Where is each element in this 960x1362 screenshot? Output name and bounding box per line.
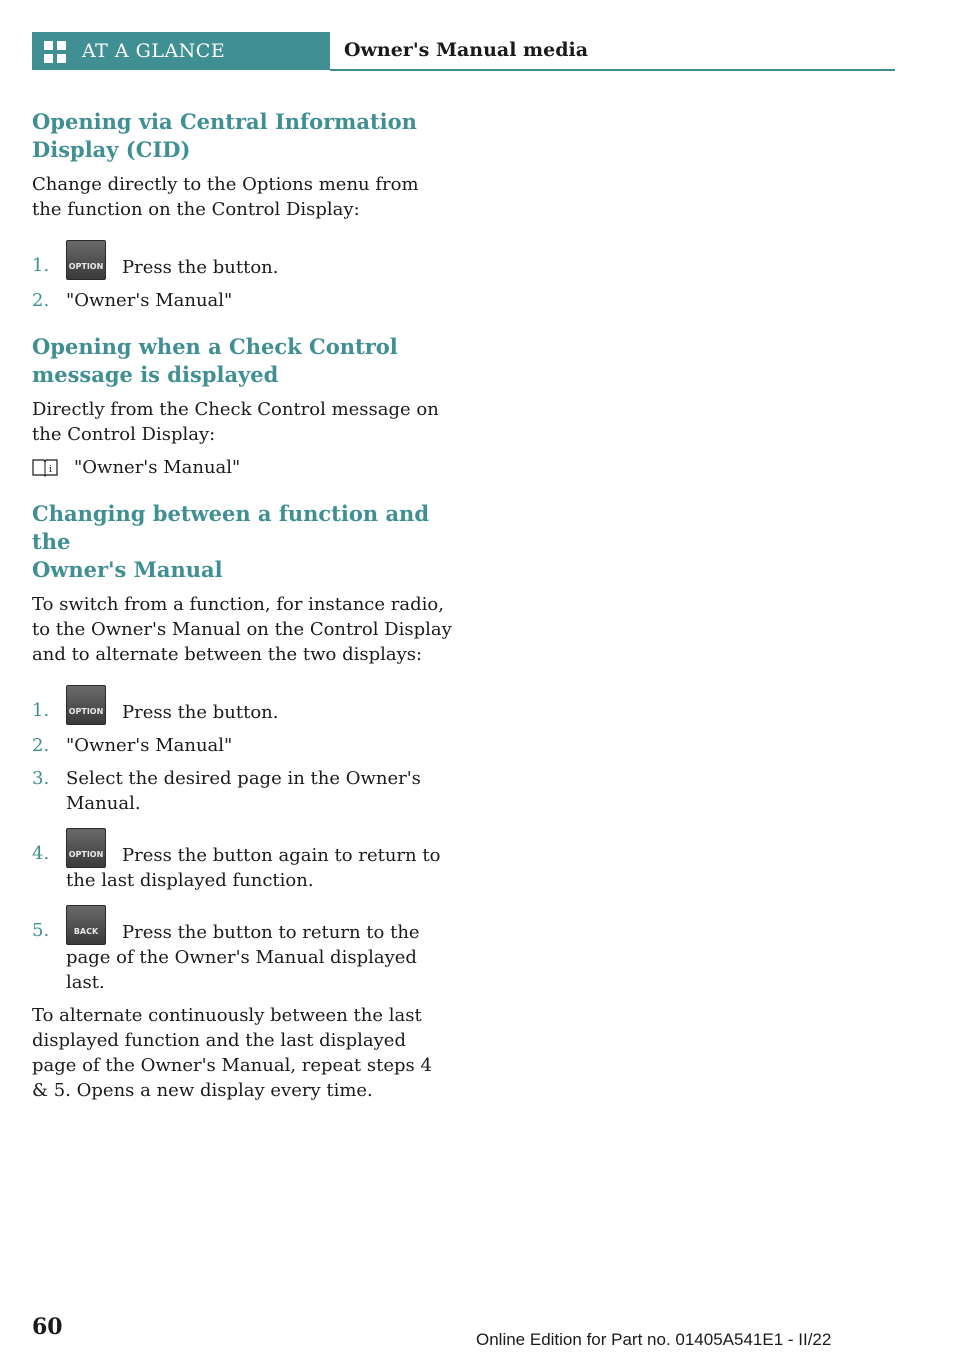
step-number: 3. — [32, 768, 50, 789]
paragraph: To switch from a function, for instance radio, to the Owner's Manual on the Control Display and to alternate between the two displays: — [32, 594, 452, 665]
step-text: Press the button to return to the page of the Owner's Manual displayed last. — [66, 922, 420, 993]
chapter-title: AT A GLANCE — [82, 40, 226, 62]
heading-changing-function: Changing between a function and the Owner's Manual — [32, 501, 430, 582]
list-item — [32, 905, 452, 995]
option-button-icon: OPTION — [66, 240, 106, 280]
note-text: "Owner's Manual" — [74, 457, 241, 478]
heading-opening-via-cid: Opening via Central Information Display (CID) — [32, 109, 417, 162]
note-item — [32, 455, 452, 480]
book-icon — [32, 457, 58, 477]
page-number: 60 — [32, 1314, 63, 1340]
main-content — [32, 108, 452, 1103]
list-item — [32, 685, 452, 725]
step-number: 1. — [32, 700, 50, 721]
paragraph: Change directly to the Options menu from the function on the Control Display: — [32, 174, 419, 220]
chapter-tab — [32, 32, 330, 70]
section-title: Owner's Manual media — [344, 39, 589, 61]
paragraph: To alternate continuously between the last displayed function and the last displayed page of the Owner's Manual, repeat steps 4 & 5. Opens a new display every time. — [32, 1005, 432, 1101]
step-number: 2. — [32, 735, 50, 756]
back-button-icon: BACK — [66, 905, 106, 945]
step-number: 5. — [32, 920, 50, 941]
list-item — [32, 733, 452, 758]
paragraph: Directly from the Check Control message on the Control Display: — [32, 399, 439, 445]
step-number: 2. — [32, 290, 50, 311]
header-rule — [330, 69, 895, 71]
step-text: "Owner's Manual" — [66, 290, 233, 311]
svg-text:i: i — [49, 465, 52, 475]
list-item — [32, 828, 452, 893]
option-button-icon: OPTION — [66, 828, 106, 868]
grid-icon — [44, 41, 66, 63]
list-item — [32, 240, 452, 280]
page-header — [32, 32, 895, 72]
edition-footer: Online Edition for Part no. 01405A541E1 - II/22 — [476, 1330, 832, 1349]
step-text: Select the desired page in the Owner's Manual. — [66, 768, 421, 814]
list-item — [32, 288, 452, 313]
step-text: Press the button. — [122, 702, 279, 723]
step-number: 1. — [32, 255, 50, 276]
step-text: "Owner's Manual" — [66, 735, 233, 756]
heading-check-control: Opening when a Check Control message is displayed — [32, 334, 398, 387]
option-button-icon: OPTION — [66, 685, 106, 725]
step-text: Press the button. — [122, 257, 279, 278]
step-number: 4. — [32, 843, 50, 864]
list-item — [32, 766, 452, 816]
step-text: Press the button again to return to the last displayed function. — [66, 845, 441, 891]
